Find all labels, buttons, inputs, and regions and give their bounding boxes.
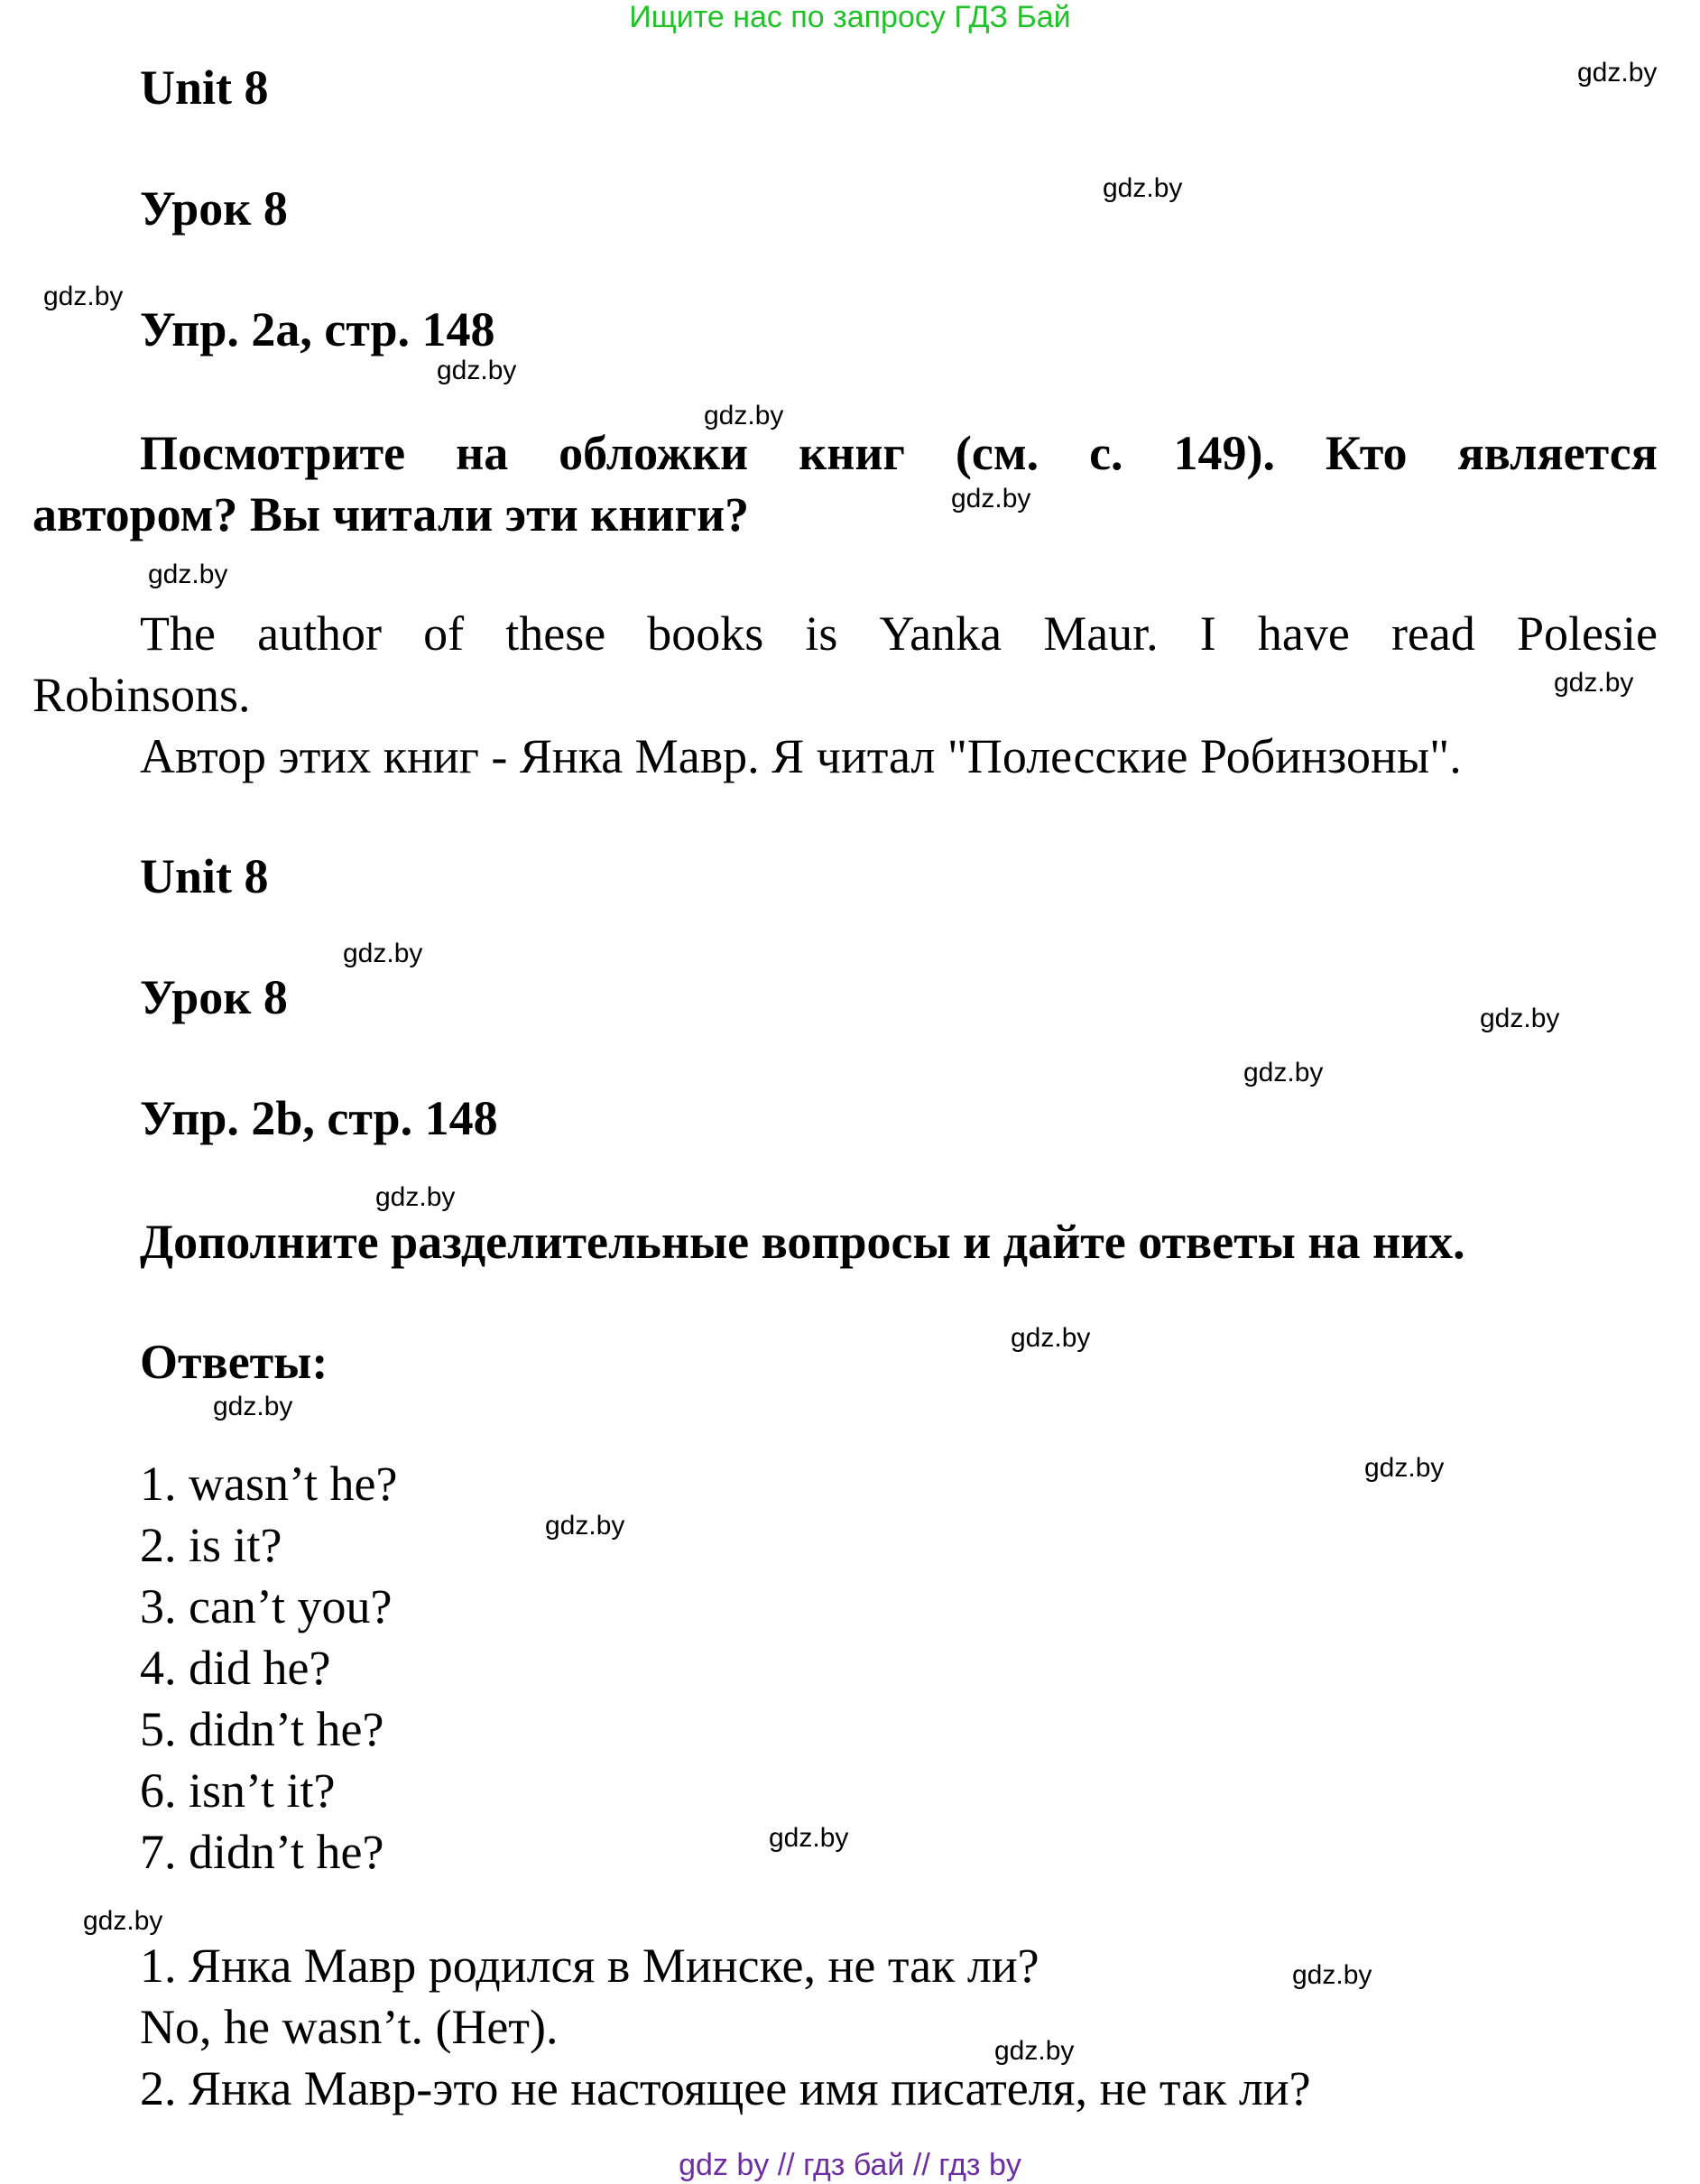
footer: gdz by // гдз бай // гдз by xyxy=(679,2148,1021,2182)
word: is xyxy=(805,606,838,661)
word: I xyxy=(1199,606,1216,661)
list-item: 6. isn’t it? xyxy=(140,1763,336,1818)
watermark: gdz.by xyxy=(545,1511,625,1541)
watermark: gdz.by xyxy=(951,484,1031,514)
watermark: gdz.by xyxy=(148,560,228,589)
translation-line: 1. Янка Мавр родился в Минске, не так ли? xyxy=(140,1939,1039,1993)
word: Кто xyxy=(1325,426,1408,480)
word: Maur. xyxy=(1043,606,1159,661)
watermark: gdz.by xyxy=(1103,173,1183,203)
answers-heading: Ответы: xyxy=(140,1335,328,1389)
answer-en-line2: Robinsons. xyxy=(32,668,251,722)
exercise-heading-2: Упр. 2b, стр. 148 xyxy=(140,1091,498,1145)
task-text-1-line2: автором? Вы читали эти книги? xyxy=(32,487,750,541)
watermark: gdz.by xyxy=(1243,1058,1324,1087)
watermark: gdz.by xyxy=(343,939,423,968)
watermark: gdz.by xyxy=(1577,58,1658,88)
watermark: gdz.by xyxy=(1292,1960,1372,1990)
watermark: gdz.by xyxy=(994,2036,1075,2066)
list-item: 2. is it? xyxy=(140,1518,282,1572)
list-item: 1. wasn’t he? xyxy=(140,1457,398,1511)
lesson-heading-2: Урок 8 xyxy=(140,970,288,1024)
task-text-2: Дополните разделительные вопросы и дайте ответы на них. xyxy=(140,1215,1465,1269)
list-item: 5. didn’t he? xyxy=(140,1702,384,1756)
watermark: gdz.by xyxy=(213,1392,293,1421)
word: на xyxy=(456,426,509,480)
top-banner: Ищите нас по запросу ГДЗ Бай xyxy=(629,0,1071,34)
word: The xyxy=(140,606,216,661)
watermark: gdz.by xyxy=(1480,1004,1560,1033)
word: 149). xyxy=(1173,426,1275,480)
word: author xyxy=(257,606,383,661)
watermark: gdz.by xyxy=(1011,1323,1091,1353)
watermark: gdz.by xyxy=(1554,668,1634,698)
word: these xyxy=(505,606,606,661)
list-item: 7. didn’t he? xyxy=(140,1825,384,1879)
watermark: gdz.by xyxy=(1364,1453,1445,1483)
watermark: gdz.by xyxy=(83,1906,163,1936)
word: (см. xyxy=(955,426,1039,480)
answer-ru: Автор этих книг - Янка Мавр. Я читал "Полесские Робинзоны". xyxy=(140,729,1462,783)
word: Polesie xyxy=(1516,606,1658,661)
word: книг xyxy=(799,426,905,480)
watermark: gdz.by xyxy=(704,401,784,430)
word: с. xyxy=(1089,426,1123,480)
word: read xyxy=(1390,606,1475,661)
watermark: gdz.by xyxy=(769,1823,849,1853)
watermark: gdz.by xyxy=(375,1182,456,1212)
watermark: gdz.by xyxy=(43,282,124,311)
answer-en-line1 xyxy=(140,603,1658,664)
word: Yanka xyxy=(879,606,1002,661)
word: является xyxy=(1457,426,1658,480)
word: Посмотрите xyxy=(140,426,406,480)
task-text-1-line1 xyxy=(140,422,1658,484)
watermark: gdz.by xyxy=(437,356,517,385)
answers-list xyxy=(140,1453,397,1883)
unit-heading-1: Unit 8 xyxy=(140,60,269,115)
unit-heading-2: Unit 8 xyxy=(140,849,269,903)
word: have xyxy=(1257,606,1350,661)
list-item: 3. can’t you? xyxy=(140,1579,393,1633)
exercise-heading-1: Упр. 2а, стр. 148 xyxy=(140,302,495,356)
translation-line: 2. Янка Мавр-это не настоящее имя писателя, не так ли? xyxy=(140,2061,1311,2115)
list-item: 4. did he? xyxy=(140,1641,331,1695)
word: books xyxy=(647,606,764,661)
word: обложки xyxy=(559,426,749,480)
translation-line: No, he wasn’t. (Нет). xyxy=(140,2000,559,2054)
lesson-heading-1: Урок 8 xyxy=(140,181,288,236)
word: of xyxy=(423,606,465,661)
translations-list xyxy=(140,1935,1311,2119)
